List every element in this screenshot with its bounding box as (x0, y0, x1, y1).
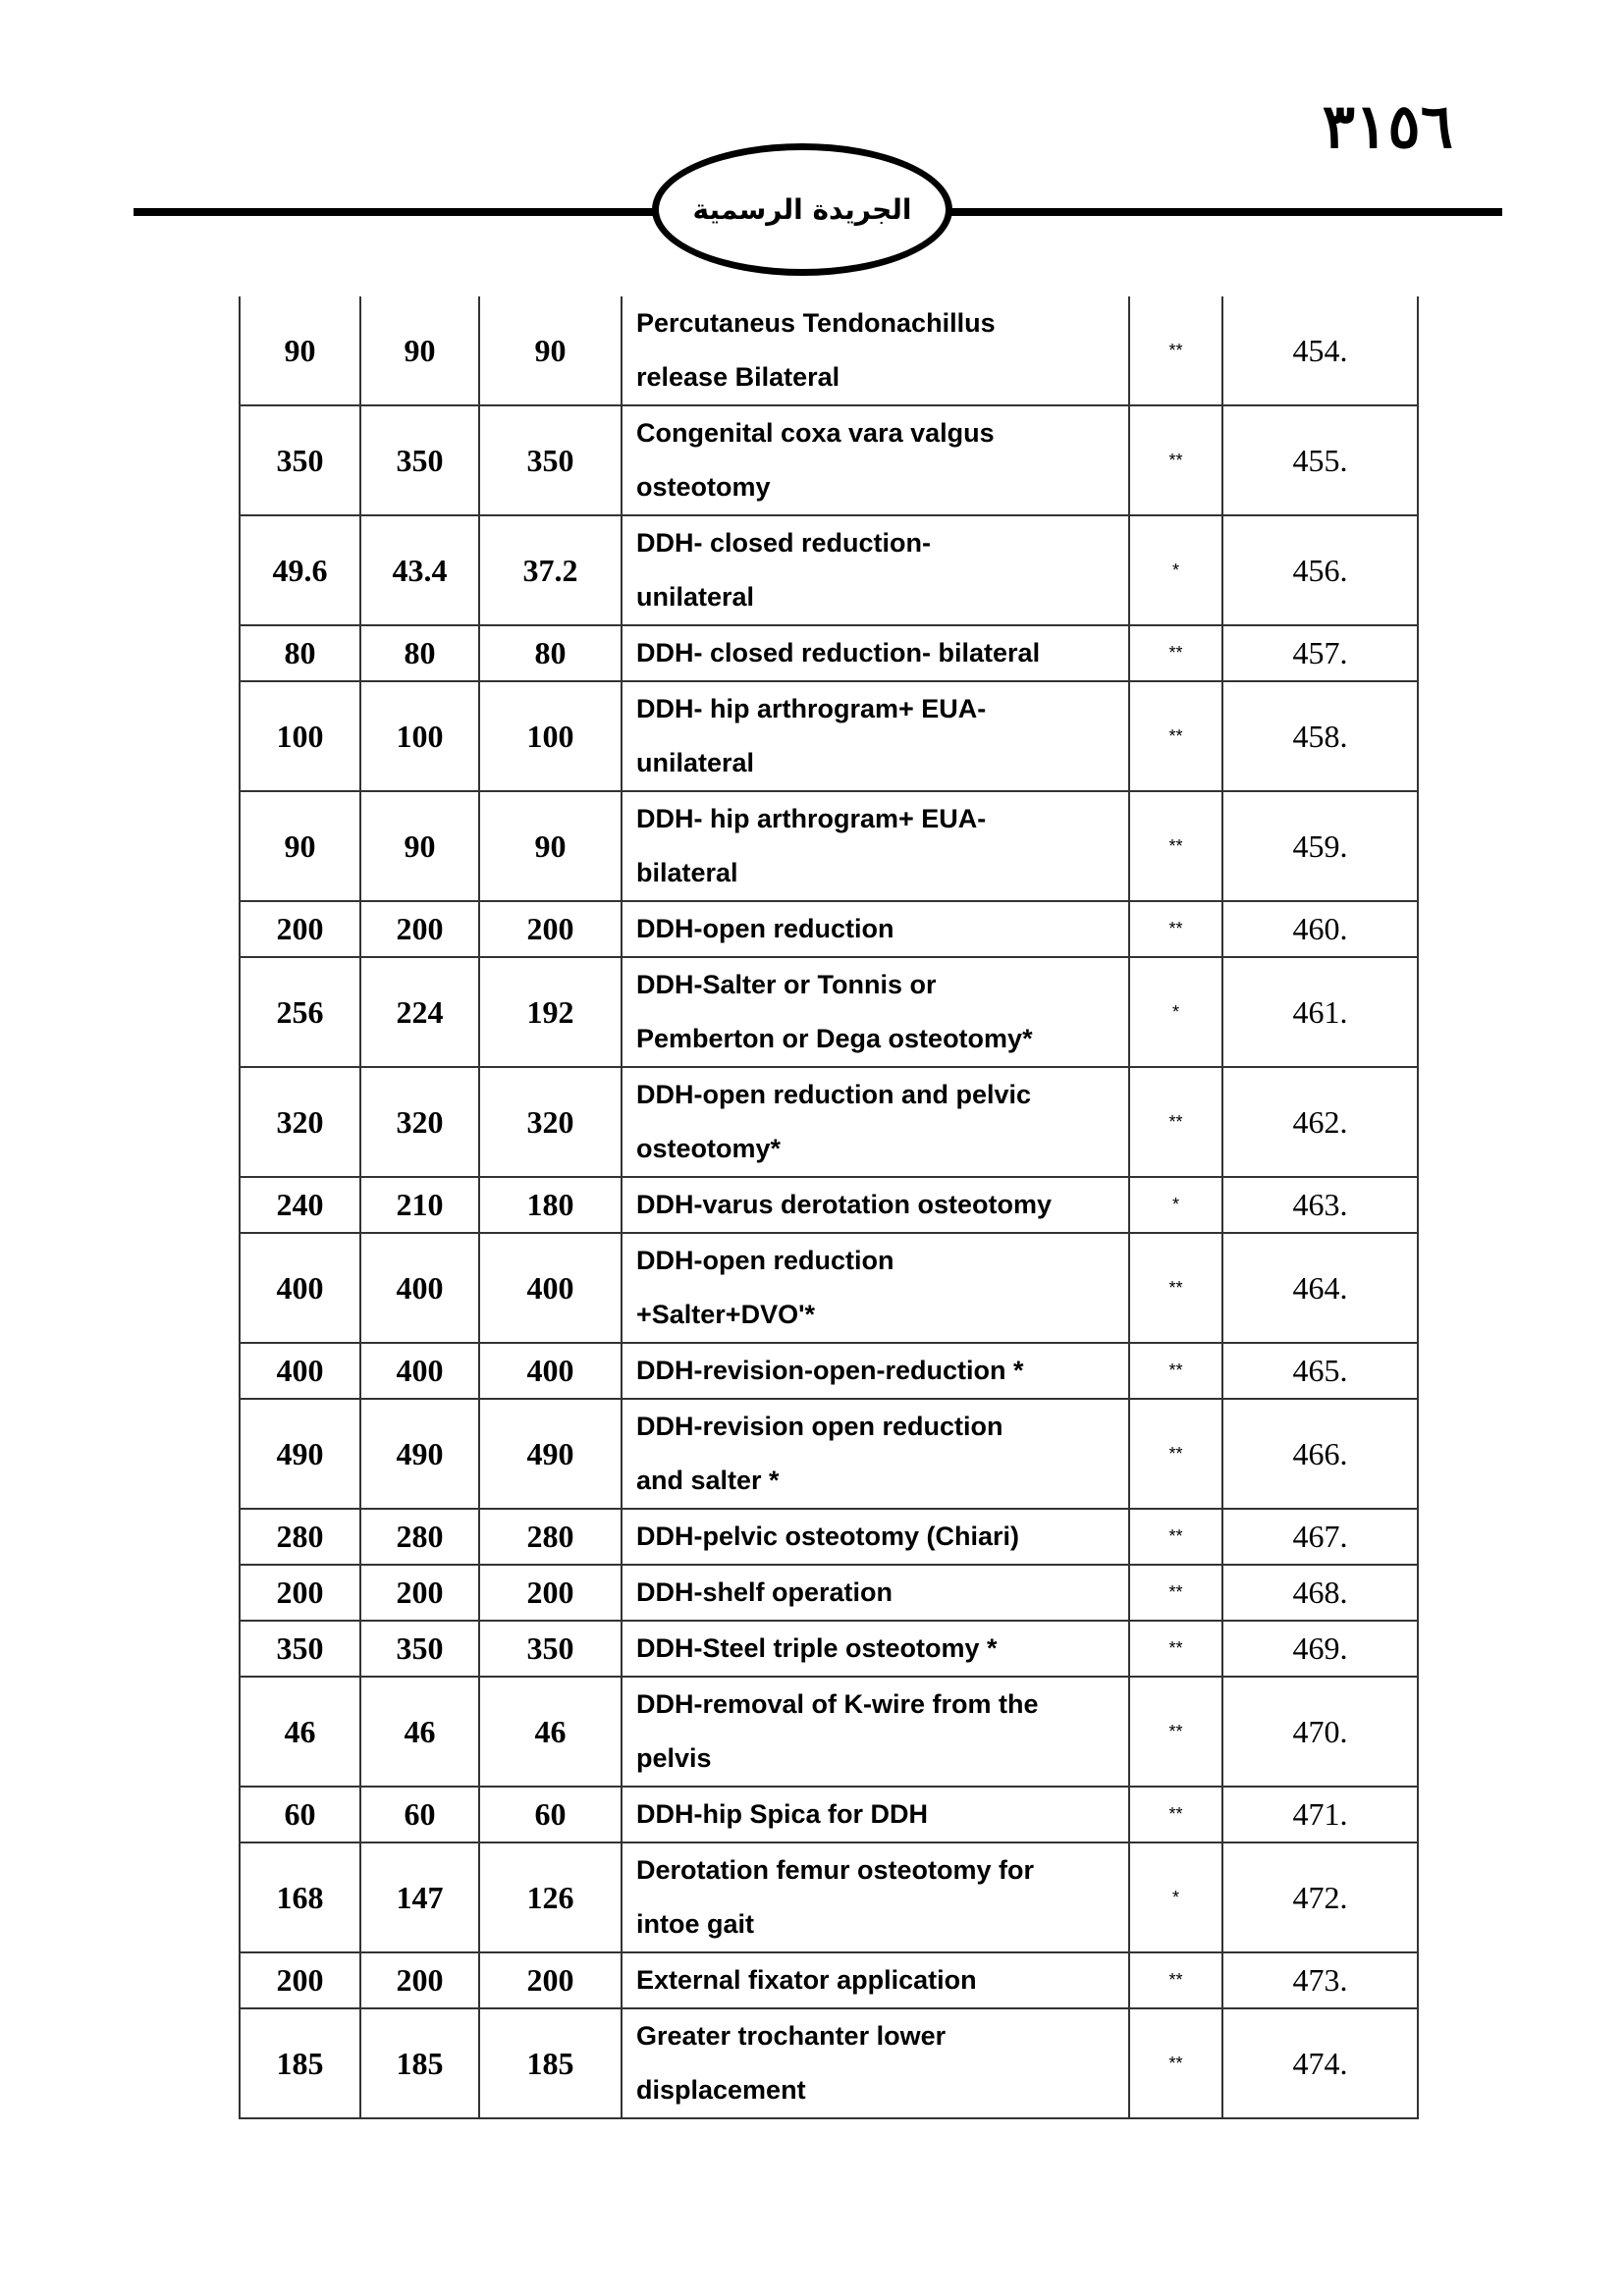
fee-value-1: 80 (240, 625, 360, 681)
category-mark: ** (1129, 625, 1222, 681)
category-mark: ** (1129, 1509, 1222, 1565)
fee-value-2: 490 (360, 1399, 479, 1509)
table-row (240, 681, 1418, 791)
table-row (240, 1621, 1418, 1677)
item-number: 461. (1222, 957, 1418, 1067)
table-row (240, 1233, 1418, 1343)
category-mark: * (1129, 1177, 1222, 1233)
table-row (240, 1565, 1418, 1621)
category-mark: ** (1129, 405, 1222, 515)
item-number: 457. (1222, 625, 1418, 681)
fee-value-1: 350 (240, 405, 360, 515)
table-row (240, 1509, 1418, 1565)
fee-value-1: 60 (240, 1787, 360, 1842)
fee-value-3: 90 (479, 791, 622, 901)
item-number: 459. (1222, 791, 1418, 901)
procedure-description (622, 515, 1129, 625)
table-row (240, 1399, 1418, 1509)
fee-value-2: 400 (360, 1233, 479, 1343)
procedure-description (622, 791, 1129, 901)
fee-value-3: 200 (479, 901, 622, 957)
category-mark: ** (1129, 791, 1222, 901)
category-mark: ** (1129, 901, 1222, 957)
item-number: 463. (1222, 1177, 1418, 1233)
description-line: intoe gait (636, 1909, 754, 1939)
item-number: 467. (1222, 1509, 1418, 1565)
fee-value-1: 46 (240, 1677, 360, 1787)
description-line: osteotomy* (636, 1134, 782, 1163)
fee-value-1: 185 (240, 2008, 360, 2118)
description-line: DDH-open reduction (636, 1246, 894, 1275)
fee-value-1: 400 (240, 1343, 360, 1399)
procedure-description (622, 681, 1129, 791)
fee-value-1: 90 (240, 296, 360, 405)
table-row (240, 405, 1418, 515)
description-line: DDH-revision open reduction (636, 1412, 1003, 1441)
fee-table (239, 296, 1419, 2119)
item-number: 473. (1222, 1952, 1418, 2008)
description-line: unilateral (636, 748, 755, 777)
procedure-description (622, 625, 1129, 681)
item-number: 456. (1222, 515, 1418, 625)
fee-value-2: 350 (360, 1621, 479, 1677)
description-line: unilateral (636, 582, 755, 612)
procedure-description (622, 405, 1129, 515)
fee-value-2: 100 (360, 681, 479, 791)
fee-value-3: 200 (479, 1952, 622, 2008)
description-line: +Salter+DVO'* (636, 1300, 816, 1329)
journal-title: الجريدة الرسمية (692, 193, 912, 226)
description-line: DDH-Salter or Tonnis or (636, 970, 937, 999)
item-number: 472. (1222, 1842, 1418, 1952)
fee-value-2: 400 (360, 1343, 479, 1399)
description-line: Pemberton or Dega osteotomy* (636, 1024, 1033, 1053)
procedure-description (622, 1952, 1129, 2008)
table-row (240, 1787, 1418, 1842)
category-mark: * (1129, 957, 1222, 1067)
category-mark: ** (1129, 681, 1222, 791)
fee-value-2: 90 (360, 791, 479, 901)
fee-value-3: 37.2 (479, 515, 622, 625)
fee-value-3: 350 (479, 1621, 622, 1677)
fee-value-3: 490 (479, 1399, 622, 1509)
category-mark: * (1129, 515, 1222, 625)
procedure-description (622, 1177, 1129, 1233)
fee-value-2: 200 (360, 1565, 479, 1621)
fee-value-1: 280 (240, 1509, 360, 1565)
fee-value-3: 192 (479, 957, 622, 1067)
fee-value-2: 60 (360, 1787, 479, 1842)
category-mark: ** (1129, 296, 1222, 405)
description-line: and salter * (636, 1466, 780, 1495)
table-row (240, 515, 1418, 625)
item-number: 464. (1222, 1233, 1418, 1343)
description-line: DDH-open reduction and pelvic (636, 1080, 1032, 1109)
table-row (240, 1067, 1418, 1177)
procedure-description (622, 1787, 1129, 1842)
item-number: 458. (1222, 681, 1418, 791)
fee-value-1: 100 (240, 681, 360, 791)
category-mark: ** (1129, 1399, 1222, 1509)
category-mark: ** (1129, 1952, 1222, 2008)
fee-value-1: 49.6 (240, 515, 360, 625)
description-line: DDH-removal of K-wire from the (636, 1689, 1039, 1719)
category-mark: ** (1129, 2008, 1222, 2118)
fee-value-1: 256 (240, 957, 360, 1067)
table-row (240, 1842, 1418, 1952)
fee-value-2: 43.4 (360, 515, 479, 625)
fee-value-3: 280 (479, 1509, 622, 1565)
fee-value-1: 320 (240, 1067, 360, 1177)
procedure-description (622, 1343, 1129, 1399)
description-line: DDH-open reduction (636, 914, 894, 943)
fee-value-2: 90 (360, 296, 479, 405)
description-line: displacement (636, 2075, 806, 2105)
fee-value-2: 350 (360, 405, 479, 515)
fee-value-1: 200 (240, 1952, 360, 2008)
table-row (240, 2008, 1418, 2118)
procedure-description (622, 1565, 1129, 1621)
procedure-description (622, 1621, 1129, 1677)
fee-value-2: 46 (360, 1677, 479, 1787)
procedure-description (622, 1677, 1129, 1787)
procedure-description (622, 1399, 1129, 1509)
item-number: 468. (1222, 1565, 1418, 1621)
description-line: Derotation femur osteotomy for (636, 1855, 1035, 1885)
table-row (240, 1952, 1418, 2008)
table-row (240, 1677, 1418, 1787)
item-number: 474. (1222, 2008, 1418, 2118)
procedure-description (622, 1842, 1129, 1952)
description-line: DDH-revision-open-reduction * (636, 1356, 1024, 1385)
category-mark: ** (1129, 1343, 1222, 1399)
fee-value-3: 60 (479, 1787, 622, 1842)
fee-value-2: 80 (360, 625, 479, 681)
description-line: osteotomy (636, 472, 771, 502)
fee-value-3: 400 (479, 1233, 622, 1343)
fee-value-3: 400 (479, 1343, 622, 1399)
fee-value-2: 185 (360, 2008, 479, 2118)
procedure-description (622, 901, 1129, 957)
table-row (240, 1343, 1418, 1399)
description-line: DDH-hip Spica for DDH (636, 1799, 928, 1829)
description-line: DDH-shelf operation (636, 1577, 893, 1607)
fee-value-1: 200 (240, 901, 360, 957)
fee-value-3: 46 (479, 1677, 622, 1787)
fee-value-3: 200 (479, 1565, 622, 1621)
item-number: 460. (1222, 901, 1418, 957)
fee-value-2: 320 (360, 1067, 479, 1177)
description-line: DDH-varus derotation osteotomy (636, 1190, 1053, 1219)
description-line: DDH-Steel triple osteotomy * (636, 1633, 998, 1663)
fee-value-2: 200 (360, 1952, 479, 2008)
item-number: 471. (1222, 1787, 1418, 1842)
fee-value-2: 200 (360, 901, 479, 957)
fee-value-3: 126 (479, 1842, 622, 1952)
fee-value-3: 180 (479, 1177, 622, 1233)
fee-value-1: 350 (240, 1621, 360, 1677)
fee-value-2: 224 (360, 957, 479, 1067)
fee-value-3: 350 (479, 405, 622, 515)
description-line: Percutaneus Tendonachillus (636, 308, 996, 338)
fee-value-1: 168 (240, 1842, 360, 1952)
fee-value-1: 240 (240, 1177, 360, 1233)
table-row (240, 957, 1418, 1067)
item-number: 466. (1222, 1399, 1418, 1509)
procedure-description (622, 2008, 1129, 2118)
description-line: pelvis (636, 1743, 712, 1773)
fee-value-1: 490 (240, 1399, 360, 1509)
fee-value-3: 80 (479, 625, 622, 681)
fee-value-3: 90 (479, 296, 622, 405)
table-row (240, 1177, 1418, 1233)
category-mark: ** (1129, 1677, 1222, 1787)
item-number: 469. (1222, 1621, 1418, 1677)
procedure-description (622, 1233, 1129, 1343)
fee-value-1: 400 (240, 1233, 360, 1343)
procedure-description (622, 957, 1129, 1067)
journal-title-oval (652, 143, 952, 276)
category-mark: * (1129, 1842, 1222, 1952)
fee-value-3: 100 (479, 681, 622, 791)
description-line: DDH- hip arthrogram+ EUA- (636, 694, 987, 723)
fee-value-2: 147 (360, 1842, 479, 1952)
procedure-description (622, 1067, 1129, 1177)
category-mark: ** (1129, 1787, 1222, 1842)
description-line: release Bilateral (636, 362, 840, 392)
description-line: DDH- closed reduction- bilateral (636, 638, 1041, 667)
fee-value-3: 185 (479, 2008, 622, 2118)
item-number: 465. (1222, 1343, 1418, 1399)
description-line: bilateral (636, 858, 738, 887)
table-row (240, 296, 1418, 405)
item-number: 470. (1222, 1677, 1418, 1787)
item-number: 462. (1222, 1067, 1418, 1177)
category-mark: ** (1129, 1067, 1222, 1177)
table-row (240, 901, 1418, 957)
fee-value-2: 210 (360, 1177, 479, 1233)
item-number: 455. (1222, 405, 1418, 515)
fee-value-1: 200 (240, 1565, 360, 1621)
fee-value-1: 90 (240, 791, 360, 901)
description-line: Greater trochanter lower (636, 2021, 947, 2051)
description-line: DDH-pelvic osteotomy (Chiari) (636, 1522, 1020, 1551)
fee-value-2: 280 (360, 1509, 479, 1565)
procedure-description (622, 296, 1129, 405)
table-row (240, 625, 1418, 681)
description-line: DDH- closed reduction- (636, 528, 932, 558)
category-mark: ** (1129, 1233, 1222, 1343)
description-line: External fixator application (636, 1965, 977, 1995)
description-line: Congenital coxa vara valgus (636, 418, 995, 448)
table-row (240, 791, 1418, 901)
procedure-description (622, 1509, 1129, 1565)
item-number: 454. (1222, 296, 1418, 405)
category-mark: ** (1129, 1565, 1222, 1621)
fee-value-3: 320 (479, 1067, 622, 1177)
page-number: ٣١٥٦ (1322, 90, 1453, 162)
description-line: DDH- hip arthrogram+ EUA- (636, 804, 987, 833)
category-mark: ** (1129, 1621, 1222, 1677)
